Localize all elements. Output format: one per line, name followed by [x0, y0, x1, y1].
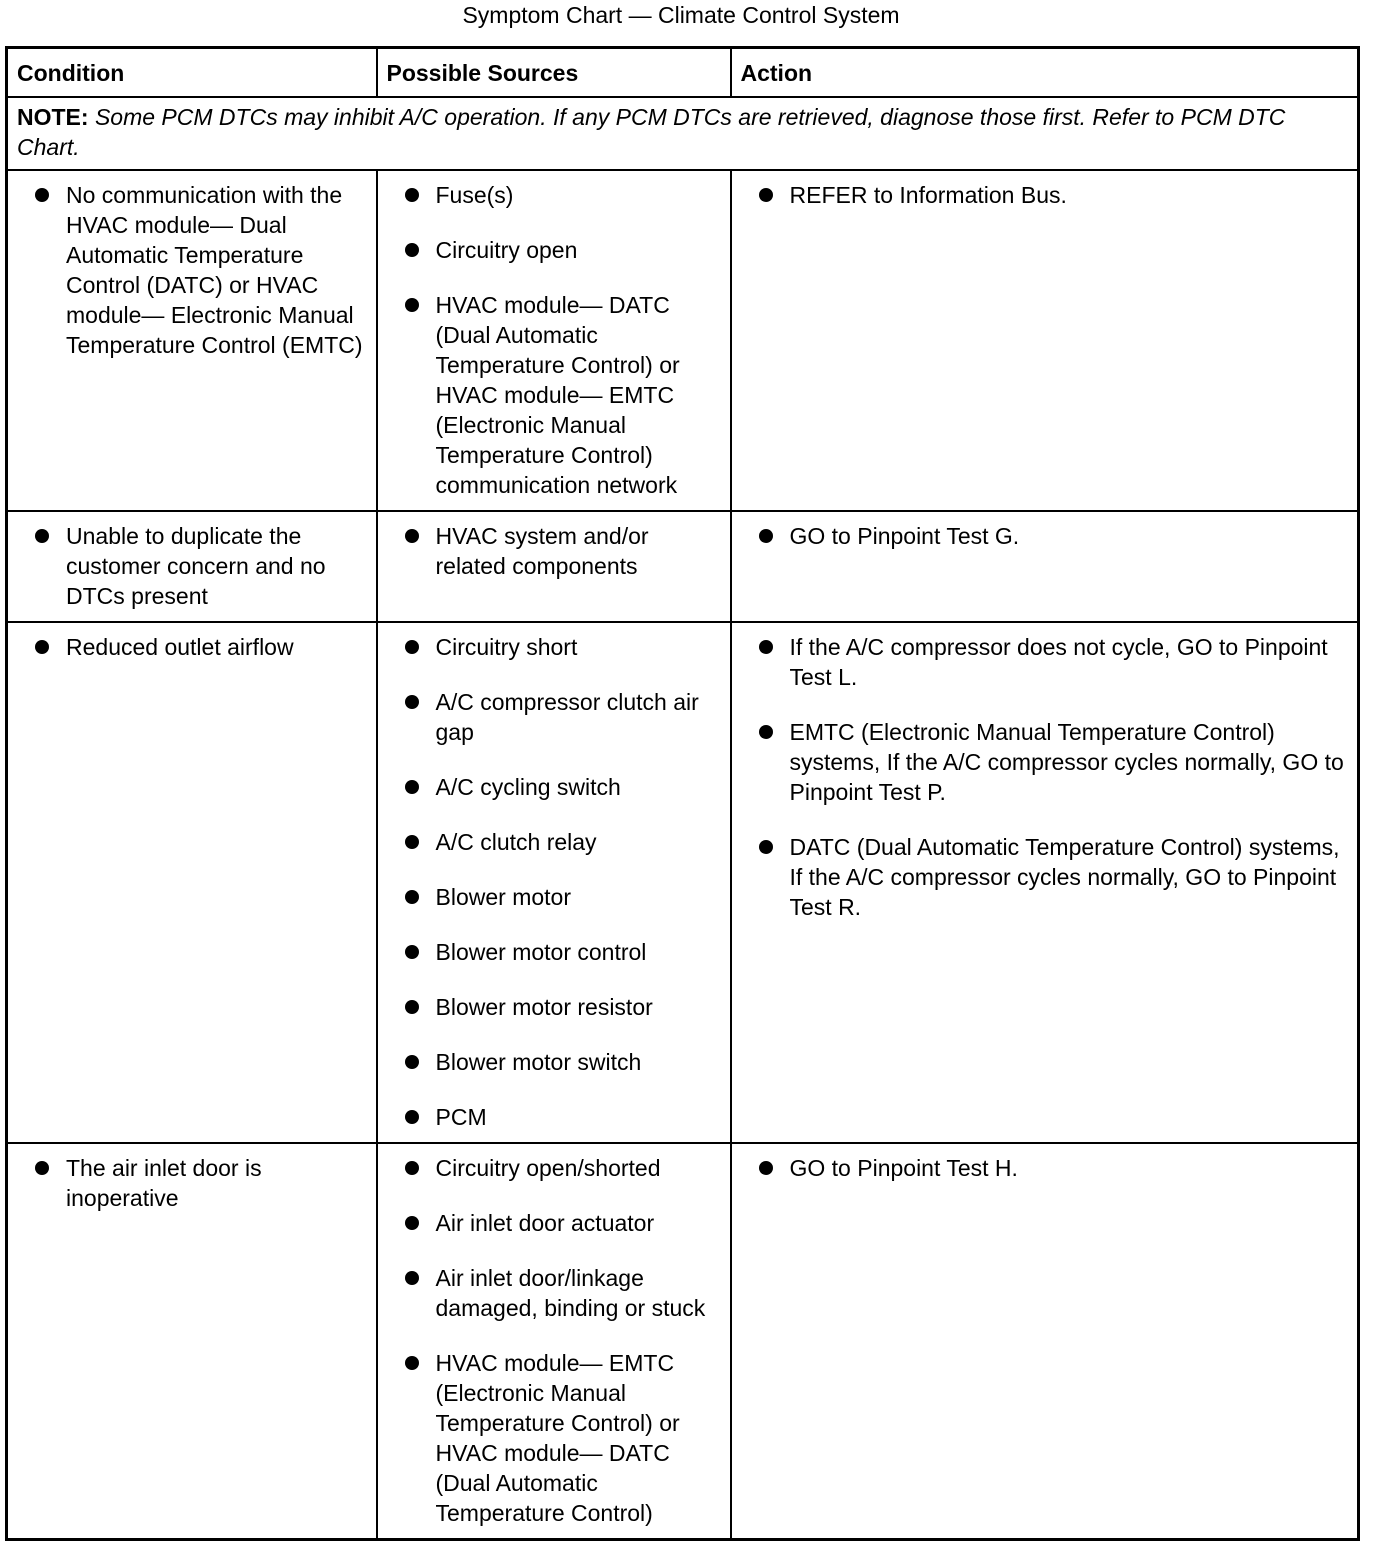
possible-sources-item — [378, 882, 722, 912]
possible-sources-item — [378, 772, 722, 802]
bullet-icon — [759, 188, 773, 202]
bullet-icon — [405, 640, 419, 654]
bullet-icon — [405, 529, 419, 543]
condition-list — [8, 521, 368, 611]
bullet-icon — [405, 945, 419, 959]
bullet-icon — [405, 1216, 419, 1230]
condition-list — [8, 1153, 368, 1213]
condition-item — [8, 180, 368, 360]
condition-list — [8, 632, 368, 662]
header-action: Action — [731, 48, 1359, 98]
bullet-icon — [405, 1110, 419, 1124]
possible-sources-item — [378, 290, 722, 500]
bullet-icon — [405, 1356, 419, 1370]
condition-cell — [7, 170, 377, 511]
header-condition: Condition — [7, 48, 377, 98]
possible-sources-item — [378, 992, 722, 1022]
action-list — [732, 1153, 1350, 1183]
condition-item — [8, 632, 368, 662]
bullet-icon — [405, 1000, 419, 1014]
possible-sources-item-text: HVAC system and/or related components — [435, 523, 649, 579]
bullet-icon — [405, 890, 419, 904]
condition-item — [8, 521, 368, 611]
action-item — [732, 1153, 1350, 1183]
possible-sources-item-text: HVAC module— DATC (Dual Automatic Temperature Control) or HVAC module— EMTC (Electronic Manual Temperature Control) communication network — [435, 292, 680, 498]
possible-sources-item — [378, 1263, 722, 1323]
possible-sources-item — [378, 180, 722, 210]
bullet-icon — [35, 640, 49, 654]
possible-sources-item — [378, 687, 722, 747]
note-label: NOTE: — [17, 104, 89, 130]
action-cell — [731, 1143, 1359, 1540]
condition-item-text: No communication with the HVAC module— Dual Automatic Temperature Control (DATC) or HVAC module— Electronic Manual Temperature Control (EMTC) — [66, 182, 363, 358]
action-list — [732, 521, 1350, 551]
bullet-icon — [405, 1271, 419, 1285]
condition-item — [8, 1153, 368, 1213]
condition-cell — [7, 622, 377, 1143]
note-row — [7, 97, 1359, 170]
action-item — [732, 632, 1350, 692]
symptom-row — [7, 622, 1359, 1143]
possible-sources-item-text: HVAC module— EMTC (Electronic Manual Temperature Control) or HVAC module— DATC (Dual Automatic Temperature Control) — [435, 1350, 680, 1526]
possible-sources-item-text: Air inlet door actuator — [435, 1210, 655, 1236]
possible-sources-item — [378, 1153, 722, 1183]
possible-sources-item-text: A/C clutch relay — [435, 829, 597, 855]
possible-sources-list — [378, 632, 722, 1132]
possible-sources-item-text: Fuse(s) — [435, 182, 514, 208]
bullet-icon — [759, 1161, 773, 1175]
possible-sources-item-text: Circuitry short — [435, 634, 578, 660]
bullet-icon — [405, 780, 419, 794]
action-item-text: If the A/C compressor does not cycle, GO to Pinpoint Test L. — [789, 634, 1328, 690]
action-item-text: DATC (Dual Automatic Temperature Control) systems, If the A/C compressor cycles normally, GO to Pinpoint Test R. — [789, 834, 1340, 920]
possible-sources-item — [378, 827, 722, 857]
action-item-text: GO to Pinpoint Test H. — [789, 1155, 1018, 1181]
bullet-icon — [35, 1161, 49, 1175]
condition-list — [8, 180, 368, 360]
bullet-icon — [405, 298, 419, 312]
bullet-icon — [405, 243, 419, 257]
action-item — [732, 180, 1350, 210]
possible-sources-item — [378, 937, 722, 967]
symptom-row — [7, 1143, 1359, 1540]
bullet-icon — [405, 1161, 419, 1175]
action-item — [732, 832, 1350, 922]
possible-sources-cell — [377, 170, 731, 511]
condition-item-text: The air inlet door is inoperative — [66, 1155, 262, 1211]
possible-sources-item-text: A/C cycling switch — [435, 774, 621, 800]
possible-sources-item — [378, 632, 722, 662]
possible-sources-cell — [377, 622, 731, 1143]
action-item-text: EMTC (Electronic Manual Temperature Control) systems, If the A/C compressor cycles normally, GO to Pinpoint Test P. — [789, 719, 1344, 805]
bullet-icon — [405, 1055, 419, 1069]
possible-sources-item — [378, 1348, 722, 1528]
possible-sources-cell — [377, 511, 731, 622]
symptom-chart-table — [5, 46, 1360, 1541]
possible-sources-item-text: Blower motor resistor — [435, 994, 653, 1020]
note-cell — [7, 97, 1359, 170]
possible-sources-item — [378, 1047, 722, 1077]
possible-sources-item-text: Circuitry open — [435, 237, 578, 263]
possible-sources-item-text: Blower motor switch — [435, 1049, 642, 1075]
possible-sources-item — [378, 1208, 722, 1238]
possible-sources-item-text: PCM — [435, 1104, 487, 1130]
action-item — [732, 521, 1350, 551]
condition-cell — [7, 511, 377, 622]
bullet-icon — [35, 188, 49, 202]
note-text: Some PCM DTCs may inhibit A/C operation. If any PCM DTCs are retrieved, diagnose those first. Refer to PCM DTC Chart. — [17, 104, 1286, 160]
possible-sources-item-text: Blower motor — [435, 884, 571, 910]
possible-sources-cell — [377, 1143, 731, 1540]
possible-sources-item — [378, 1102, 722, 1132]
bullet-icon — [35, 529, 49, 543]
bullet-icon — [759, 840, 773, 854]
condition-item-text: Unable to duplicate the customer concern and no DTCs present — [66, 523, 326, 609]
action-item-text: REFER to Information Bus. — [789, 182, 1067, 208]
possible-sources-list — [378, 1153, 722, 1528]
action-list — [732, 180, 1350, 210]
symptom-row — [7, 170, 1359, 511]
action-item — [732, 717, 1350, 807]
action-cell — [731, 622, 1359, 1143]
bullet-icon — [405, 695, 419, 709]
action-item-text: GO to Pinpoint Test G. — [789, 523, 1020, 549]
action-list — [732, 632, 1350, 922]
possible-sources-item-text: Air inlet door/linkage damaged, binding or stuck — [435, 1265, 706, 1321]
possible-sources-item-text: Blower motor control — [435, 939, 647, 965]
possible-sources-list — [378, 521, 722, 581]
header-row — [7, 48, 1359, 98]
header-possible-sources: Possible Sources — [377, 48, 731, 98]
action-cell — [731, 170, 1359, 511]
possible-sources-item — [378, 521, 722, 581]
chart-caption: Symptom Chart — Climate Control System — [462, 2, 900, 28]
bullet-icon — [759, 725, 773, 739]
symptom-row — [7, 511, 1359, 622]
bullet-icon — [759, 529, 773, 543]
bullet-icon — [759, 640, 773, 654]
bullet-icon — [405, 835, 419, 849]
bullet-icon — [405, 188, 419, 202]
possible-sources-item-text: A/C compressor clutch air gap — [435, 689, 699, 745]
possible-sources-item-text: Circuitry open/shorted — [435, 1155, 661, 1181]
action-cell — [731, 511, 1359, 622]
possible-sources-list — [378, 180, 722, 500]
condition-item-text: Reduced outlet airflow — [66, 634, 294, 660]
possible-sources-item — [378, 235, 722, 265]
condition-cell — [7, 1143, 377, 1540]
